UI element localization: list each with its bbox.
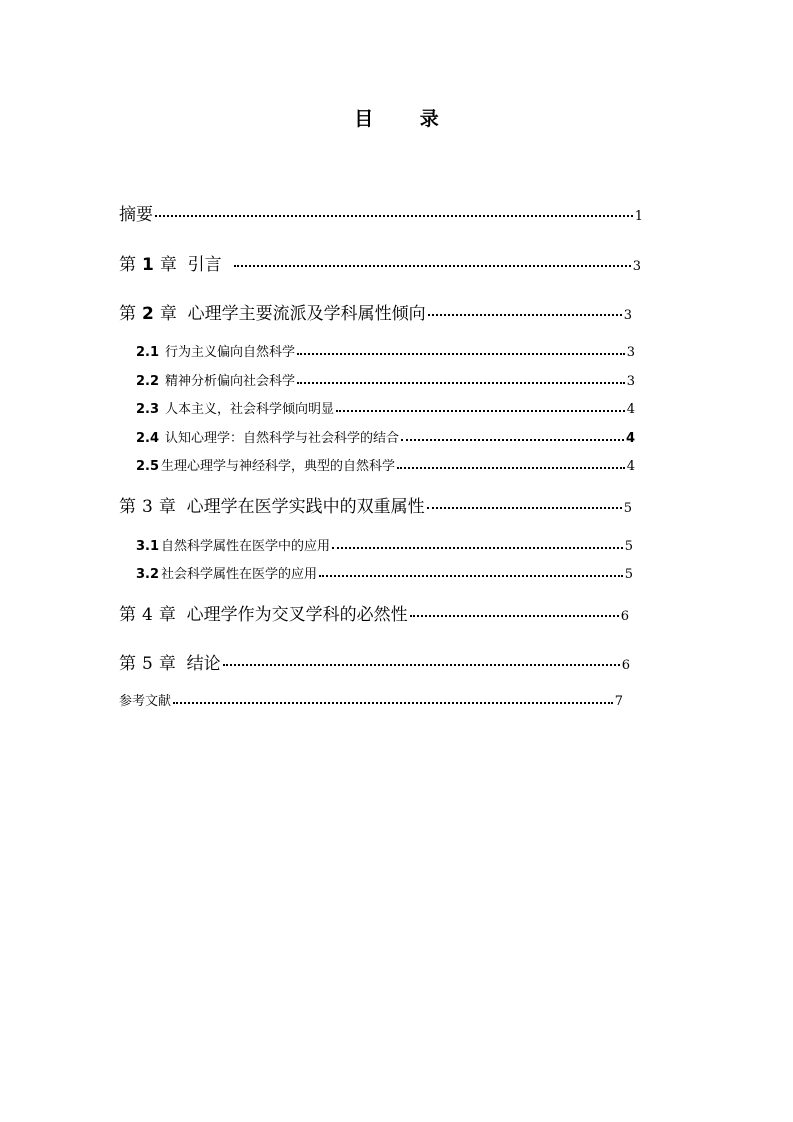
toc-entry-chapter-2[interactable] [119, 299, 632, 323]
toc-page-number: 6 [620, 609, 629, 624]
toc-entry-label: 2.1 行为主义偏向自然科学 [136, 345, 296, 359]
toc-entry-label: 2.3 人本主义，社会科学倾向明显 [136, 402, 335, 416]
toc-leader-dots [427, 507, 622, 509]
toc-page-number: 4 [626, 459, 635, 473]
toc-page-number: 6 [621, 658, 630, 673]
toc-leader-dots [410, 615, 619, 617]
toc-page-number: 3 [626, 374, 635, 388]
toc-entry-section-2-4[interactable] [136, 427, 635, 445]
toc-entry-abstract[interactable] [119, 200, 643, 224]
toc-leader-dots [297, 353, 625, 355]
toc-entry-chapter-4[interactable] [119, 600, 629, 624]
toc-page-number: 5 [624, 567, 633, 581]
toc-title: 目 录 [354, 108, 459, 130]
toc-leader-dots [332, 547, 623, 549]
toc-entry-chapter-3[interactable] [119, 492, 632, 516]
toc-entry-label: 第 4 章 心理学作为交叉学科的必然性 [119, 605, 408, 624]
toc-entry-label: 2.2 精神分析偏向社会科学 [136, 374, 296, 388]
toc-leader-dots [397, 467, 625, 469]
toc-entry-label: 第 1 章 引言 [119, 255, 222, 274]
toc-leader-dots [223, 664, 620, 666]
toc-entry-label: 摘要 [119, 205, 153, 224]
toc-page-number: 4 [625, 431, 635, 445]
toc-entry-section-2-2[interactable] [136, 370, 635, 388]
toc-page-number: 1 [634, 209, 643, 224]
toc-leader-dots [173, 702, 613, 704]
toc-entry-chapter-1[interactable] [119, 250, 641, 274]
toc-entry-label: 第 3 章 心理学在医学实践中的双重属性 [119, 497, 425, 516]
toc-entry-label: 2.5 生理心理学与神经科学，典型的自然科学 [136, 459, 396, 473]
toc-page-number: 3 [623, 308, 632, 323]
toc-leader-dots [401, 439, 624, 441]
toc-entry-section-3-1[interactable] [136, 535, 633, 553]
toc-page-number: 4 [626, 402, 635, 416]
toc-entry-label: 3.2 社会科学属性在医学的应用 [136, 567, 318, 581]
toc-entry-references[interactable] [119, 690, 623, 708]
toc-leader-dots [297, 382, 625, 384]
toc-entry-label: 第 2 章 心理学主要流派及学科属性倾向 [119, 304, 426, 323]
toc-leader-dots [234, 265, 630, 267]
toc-page-number: 5 [623, 501, 632, 516]
toc-entry-label: 第 5 章 结论 [119, 654, 221, 673]
toc-entry-section-3-2[interactable] [136, 563, 633, 581]
toc-entry-section-2-5[interactable] [136, 455, 635, 473]
toc-page-number: 3 [626, 345, 635, 359]
toc-entry-label: 2.4 认知心理学：自然科学与社会科学的结合 [136, 431, 400, 445]
toc-entry-section-2-3[interactable] [136, 398, 635, 416]
toc-leader-dots [428, 314, 622, 316]
toc-page-number: 5 [624, 539, 633, 553]
toc-leader-dots [155, 215, 633, 217]
toc-entry-section-2-1[interactable] [136, 341, 635, 359]
toc-page-number: 7 [614, 694, 623, 708]
toc-page-number: 3 [632, 259, 641, 274]
toc-entry-label: 参考文献 [119, 694, 172, 708]
toc-entry-label: 3.1 自然科学属性在医学中的应用 [136, 539, 331, 553]
toc-entry-chapter-5[interactable] [119, 649, 630, 673]
toc-leader-dots [319, 575, 623, 577]
toc-leader-dots [336, 410, 625, 412]
